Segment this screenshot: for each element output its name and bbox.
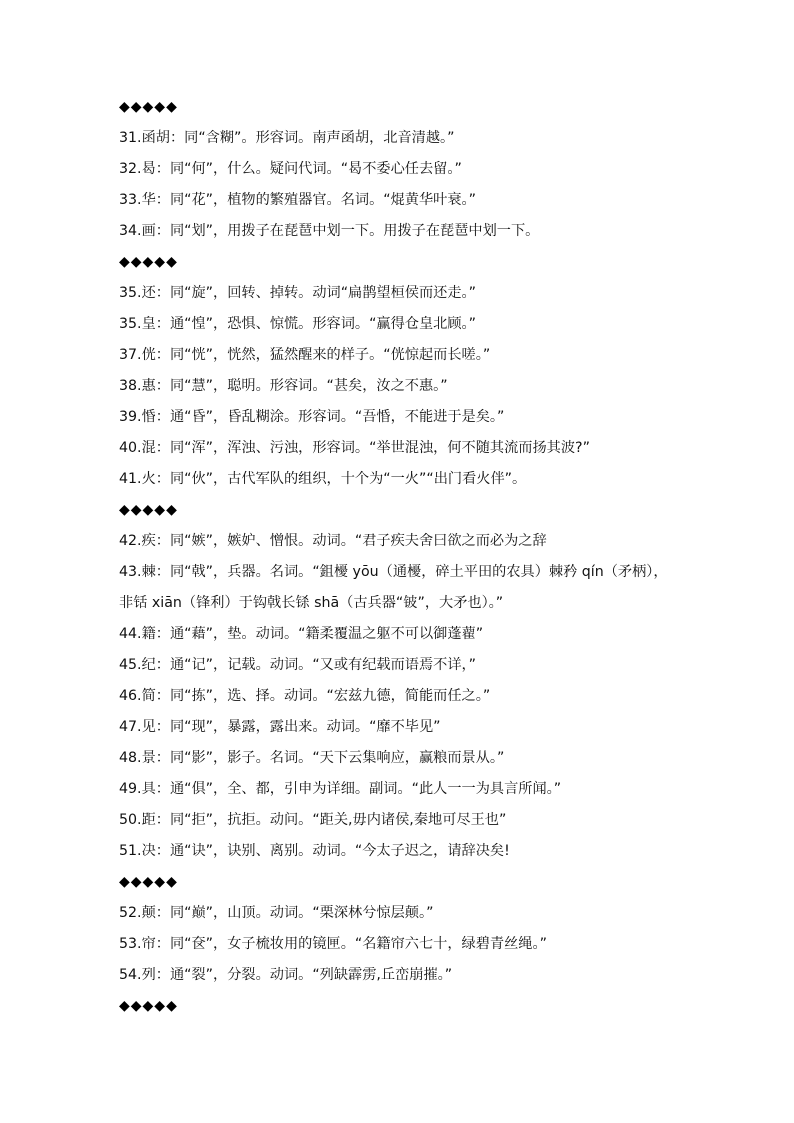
- entry-51: 51.决：通“诀”，诀别、离别。动词。“今太子迟之，请辞决矣!: [119, 843, 510, 859]
- separator-diamonds: ◆◆◆◆◆: [119, 874, 178, 890]
- entry-54: 54.列：通“裂”，分裂。动词。“列缺霹雳,丘峦崩摧。”: [119, 967, 453, 983]
- entry-33: 33.华：同“花”，植物的繁殖器官。名词。“焜黄华叶衰。”: [119, 192, 476, 208]
- entry-35-huan: 35.还：同“旋”，回转、掉转。动词“扁鹊望桓侯而还走。”: [119, 285, 476, 301]
- entry-47: 47.见：同“现”，暴露，露出来。动词。“靡不毕见”: [119, 719, 441, 735]
- separator-diamonds: ◆◆◆◆◆: [119, 99, 178, 115]
- entry-34: 34.画：同“划”，用拨子在琵琶中划一下。用拨子在琵琶中划一下。: [119, 223, 540, 239]
- entry-38: 38.惠：同“慧”，聪明。形容词。“甚矣，汝之不惠。”: [119, 378, 448, 394]
- separator-diamonds: ◆◆◆◆◆: [119, 254, 178, 270]
- entry-42: 42.疾：同“嫉”，嫉妒、憎恨。动词。“君子疾夫舍曰欲之而必为之辞: [119, 533, 547, 549]
- document-page: [119, 92, 679, 1022]
- entry-50: 50.距：同“拒”，抗拒。动问。“距关,毋内诸侯,秦地可尽王也”: [119, 812, 507, 828]
- entry-35-huang: 35.皇：通“惶”，恐惧、惊慌。形容词。“赢得仓皇北顾。”: [119, 316, 476, 332]
- separator-diamonds: ◆◆◆◆◆: [119, 502, 178, 518]
- entry-40: 40.混：同“浑”，浑浊、污浊，形容词。“举世混浊，何不随其流而扬其波?”: [119, 440, 590, 456]
- entry-49: 49.具：通“俱”，全、都，引申为详细。副词。“此人一一为具言所闻。”: [119, 781, 562, 797]
- entry-46: 46.简：同“拣”，选、择。动词。“宏兹九德，简能而任之。”: [119, 688, 491, 704]
- separator-diamonds: ◆◆◆◆◆: [119, 998, 178, 1014]
- entry-32: 32.曷：同“何”，什么。疑问代词。“曷不委心任去留。”: [119, 161, 462, 177]
- entry-52: 52.颠：同“巅”，山顶。动词。“栗深林兮惊层颠。”: [119, 905, 434, 921]
- entry-44: 44.籍：通“藉”，垫。动词。“籍柔覆温之躯不可以御蓬藋”: [119, 626, 484, 642]
- entry-31: 31.函胡：同“含糊”。形容词。南声函胡，北音清越。”: [119, 130, 455, 146]
- entry-53: 53.帘：同“奁”，女子梳妆用的镜匣。“名籍帘六七十，绿碧青丝绳。”: [119, 936, 547, 952]
- entry-48: 48.景：同“影”，影子。名词。“天下云集响应，赢粮而景从。”: [119, 750, 505, 766]
- entry-41: 41.火：同“伙”，古代军队的组织，十个为“一火”“出门看火伴”。: [119, 471, 527, 487]
- entry-37: 37.侊：同“恍”，恍然，猛然醒来的样子。“侊惊起而长嗟。”: [119, 347, 491, 363]
- entry-43: 43.棘：同“戟”，兵器。名词。“鉏櫌 yōu（通櫌，碎土平田的农具）棘矜 qín（矛柄），非铦 xiān（锋利）于钩戟长铩 shā（古兵器“铍”，大矛也）。”: [119, 564, 668, 611]
- entry-39: 39.惛：通“昏”，昏乱糊涂。形容词。“吾惛，不能进于是矣。”: [119, 409, 505, 425]
- entry-45: 45.纪：通“记”，记载。动词。“又或有纪载而语焉不详，”: [119, 657, 476, 673]
